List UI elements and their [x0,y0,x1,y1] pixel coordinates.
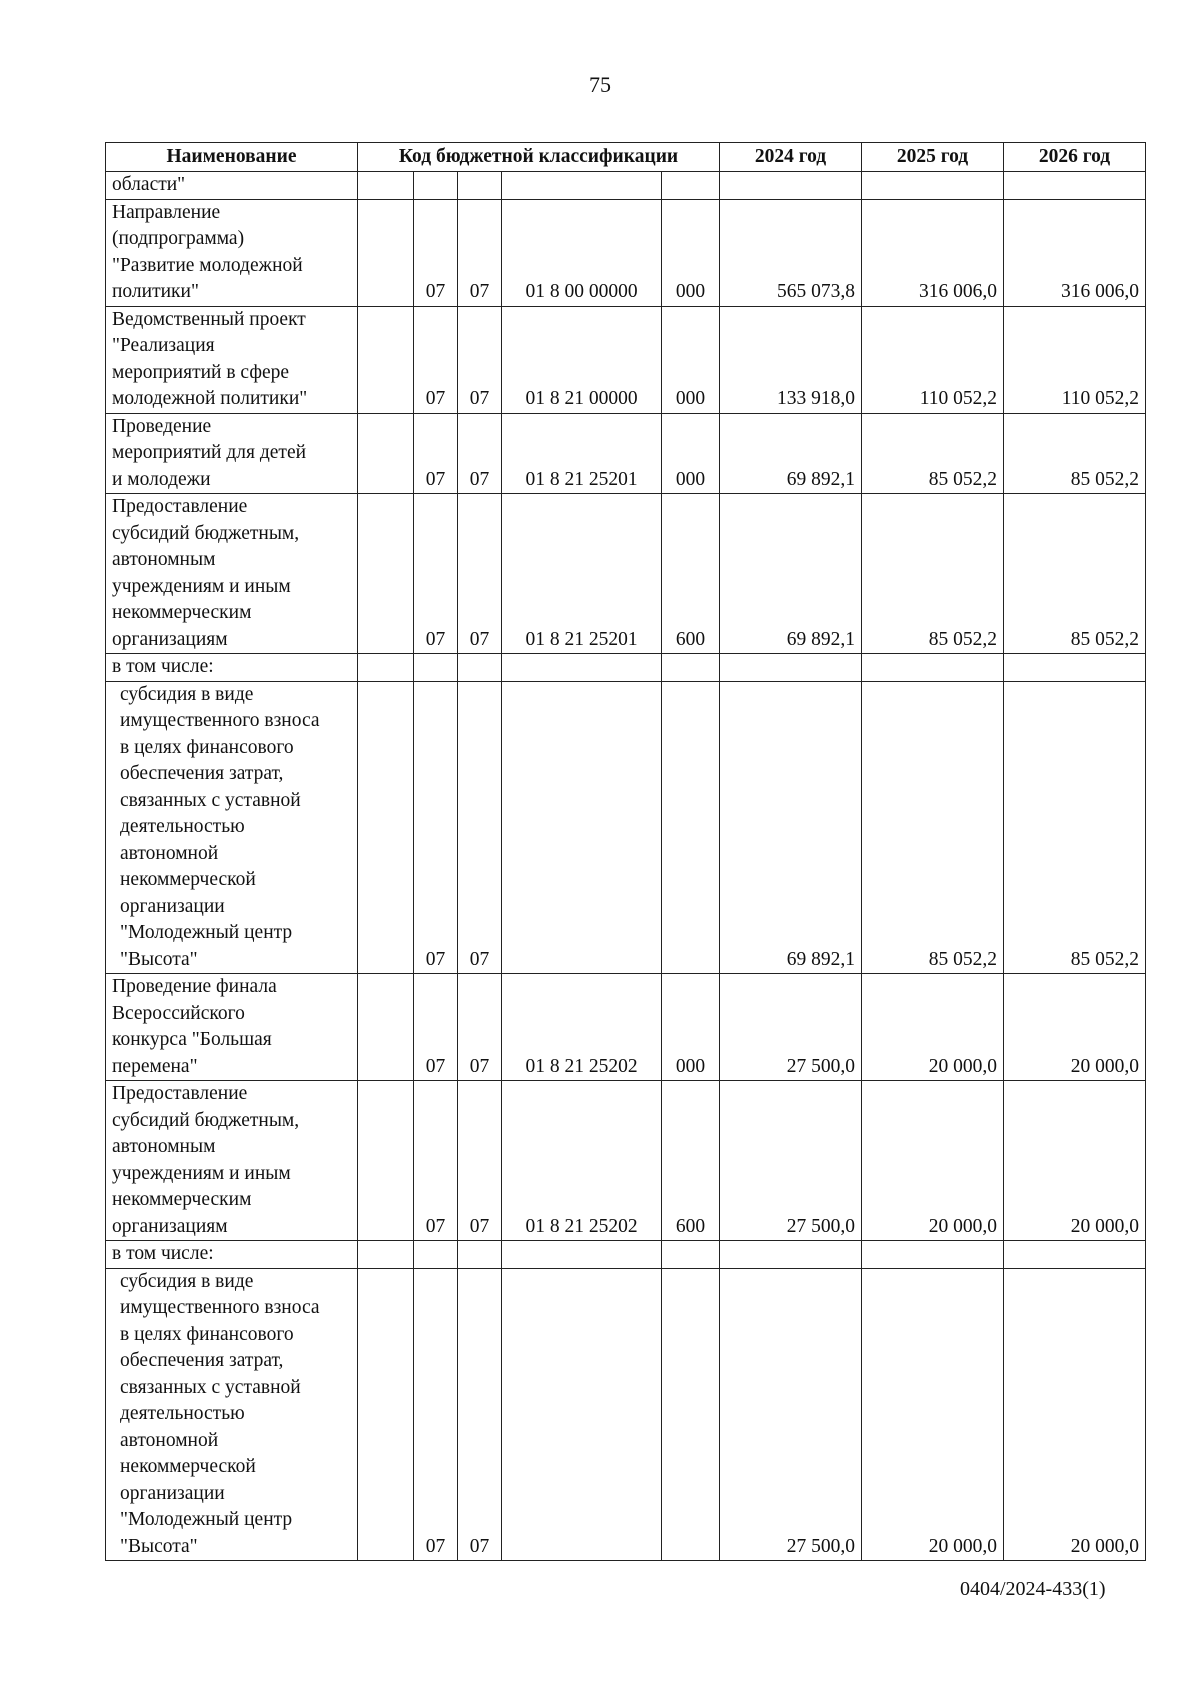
amount-2025: 316 006,0 [862,199,1004,306]
code-subsection: 07 [458,681,502,974]
header-2024: 2024 год [720,143,862,172]
code-expense-type [662,681,720,974]
table-row [106,1081,1146,1241]
row-name: Направление (подпрограмма) "Развитие молодежной политики" [106,199,358,306]
row-name: Предоставление субсидий бюджетным, автономным учреждениям и иным некоммерческим организациям [106,1081,358,1241]
amount-2026 [1004,1241,1146,1269]
amount-2024 [720,654,862,682]
code-expense-type [662,1241,720,1269]
continuation-row [106,172,1146,200]
code-expense-type: 000 [662,974,720,1081]
amount-2024: 69 892,1 [720,413,862,494]
code-section: 07 [414,494,458,654]
table-row [106,1241,1146,1269]
row-name: субсидия в виде имущественного взноса в целях финансового обеспечения затрат, связанных с уставной деятельностью автономной некоммерческой организации "Молодежный центр "Высота" [106,681,358,974]
amount-2025: 110 052,2 [862,306,1004,413]
amount-2025: 85 052,2 [862,494,1004,654]
table-row [106,306,1146,413]
code-expense-type: 600 [662,1081,720,1241]
row-name: в том числе: [106,654,358,682]
table-row [106,1268,1146,1561]
code-expense-type: 600 [662,494,720,654]
amount-2026: 85 052,2 [1004,681,1146,974]
header-name: Наименование [106,143,358,172]
code-part-1 [358,1081,414,1241]
code-target-article [502,1241,662,1269]
code-subsection: 07 [458,1081,502,1241]
code-part-1 [358,681,414,974]
code-section: 07 [414,1081,458,1241]
code-target-article: 01 8 00 00000 [502,199,662,306]
code-target-article: 01 8 21 25201 [502,413,662,494]
code-expense-type [662,1268,720,1561]
code-expense-type: 000 [662,199,720,306]
table-row [106,494,1146,654]
code-subsection: 07 [458,199,502,306]
code-subsection [458,1241,502,1269]
code-target-article [502,1268,662,1561]
header-code: Код бюджетной классификации [358,143,720,172]
amount-2024: 565 073,8 [720,199,862,306]
code-section: 07 [414,681,458,974]
amount-2026: 20 000,0 [1004,1268,1146,1561]
amount-2024: 27 500,0 [720,1081,862,1241]
table-row [106,681,1146,974]
code-target-article [502,654,662,682]
amount-2026: 316 006,0 [1004,199,1146,306]
row-name: субсидия в виде имущественного взноса в целях финансового обеспечения затрат, связанных с уставной деятельностью автономной некоммерческой организации "Молодежный центр "Высота" [106,1268,358,1561]
amount-2026: 20 000,0 [1004,1081,1146,1241]
amount-2026 [1004,654,1146,682]
amount-2025 [862,1241,1004,1269]
amount-2025: 20 000,0 [862,1081,1004,1241]
continuation-name: области" [106,172,358,200]
amount-2025: 85 052,2 [862,413,1004,494]
code-subsection: 07 [458,494,502,654]
row-name: в том числе: [106,1241,358,1269]
code-section: 07 [414,1268,458,1561]
code-part-1 [358,1268,414,1561]
amount-2024 [720,1241,862,1269]
amount-2024: 69 892,1 [720,681,862,974]
amount-2025: 20 000,0 [862,1268,1004,1561]
amount-2025: 85 052,2 [862,681,1004,974]
amount-2024: 27 500,0 [720,1268,862,1561]
code-subsection [458,654,502,682]
code-expense-type: 000 [662,413,720,494]
table-row [106,974,1146,1081]
code-subsection: 07 [458,306,502,413]
code-target-article: 01 8 21 25202 [502,974,662,1081]
code-part-1 [358,654,414,682]
table-row [106,413,1146,494]
budget-table [105,142,1146,1561]
document-code: 0404/2024-433(1) [960,1578,1106,1600]
code-expense-type: 000 [662,306,720,413]
code-target-article: 01 8 21 00000 [502,306,662,413]
amount-2025 [862,654,1004,682]
code-section: 07 [414,974,458,1081]
code-part-1 [358,974,414,1081]
code-subsection: 07 [458,413,502,494]
header-row [106,143,1146,172]
code-target-article: 01 8 21 25202 [502,1081,662,1241]
amount-2026: 110 052,2 [1004,306,1146,413]
amount-2024: 27 500,0 [720,974,862,1081]
code-part-1 [358,306,414,413]
code-part-1 [358,494,414,654]
row-name: Проведение финала Всероссийского конкурса "Большая перемена" [106,974,358,1081]
amount-2024: 133 918,0 [720,306,862,413]
table-row [106,199,1146,306]
code-section: 07 [414,413,458,494]
amount-2026: 85 052,2 [1004,494,1146,654]
header-2025: 2025 год [862,143,1004,172]
code-subsection: 07 [458,1268,502,1561]
code-target-article: 01 8 21 25201 [502,494,662,654]
row-name: Ведомственный проект "Реализация мероприятий в сфере молодежной политики" [106,306,358,413]
code-section [414,1241,458,1269]
code-section: 07 [414,306,458,413]
amount-2026: 85 052,2 [1004,413,1146,494]
code-target-article [502,681,662,974]
code-section: 07 [414,199,458,306]
row-name: Проведение мероприятий для детей и молодежи [106,413,358,494]
code-part-1 [358,1241,414,1269]
code-part-1 [358,199,414,306]
code-subsection: 07 [458,974,502,1081]
page-number: 75 [589,72,611,97]
amount-2025: 20 000,0 [862,974,1004,1081]
header-2026: 2026 год [1004,143,1146,172]
amount-2024: 69 892,1 [720,494,862,654]
code-section [414,654,458,682]
code-part-1 [358,413,414,494]
code-expense-type [662,654,720,682]
row-name: Предоставление субсидий бюджетным, автономным учреждениям и иным некоммерческим организациям [106,494,358,654]
table-row [106,654,1146,682]
amount-2026: 20 000,0 [1004,974,1146,1081]
